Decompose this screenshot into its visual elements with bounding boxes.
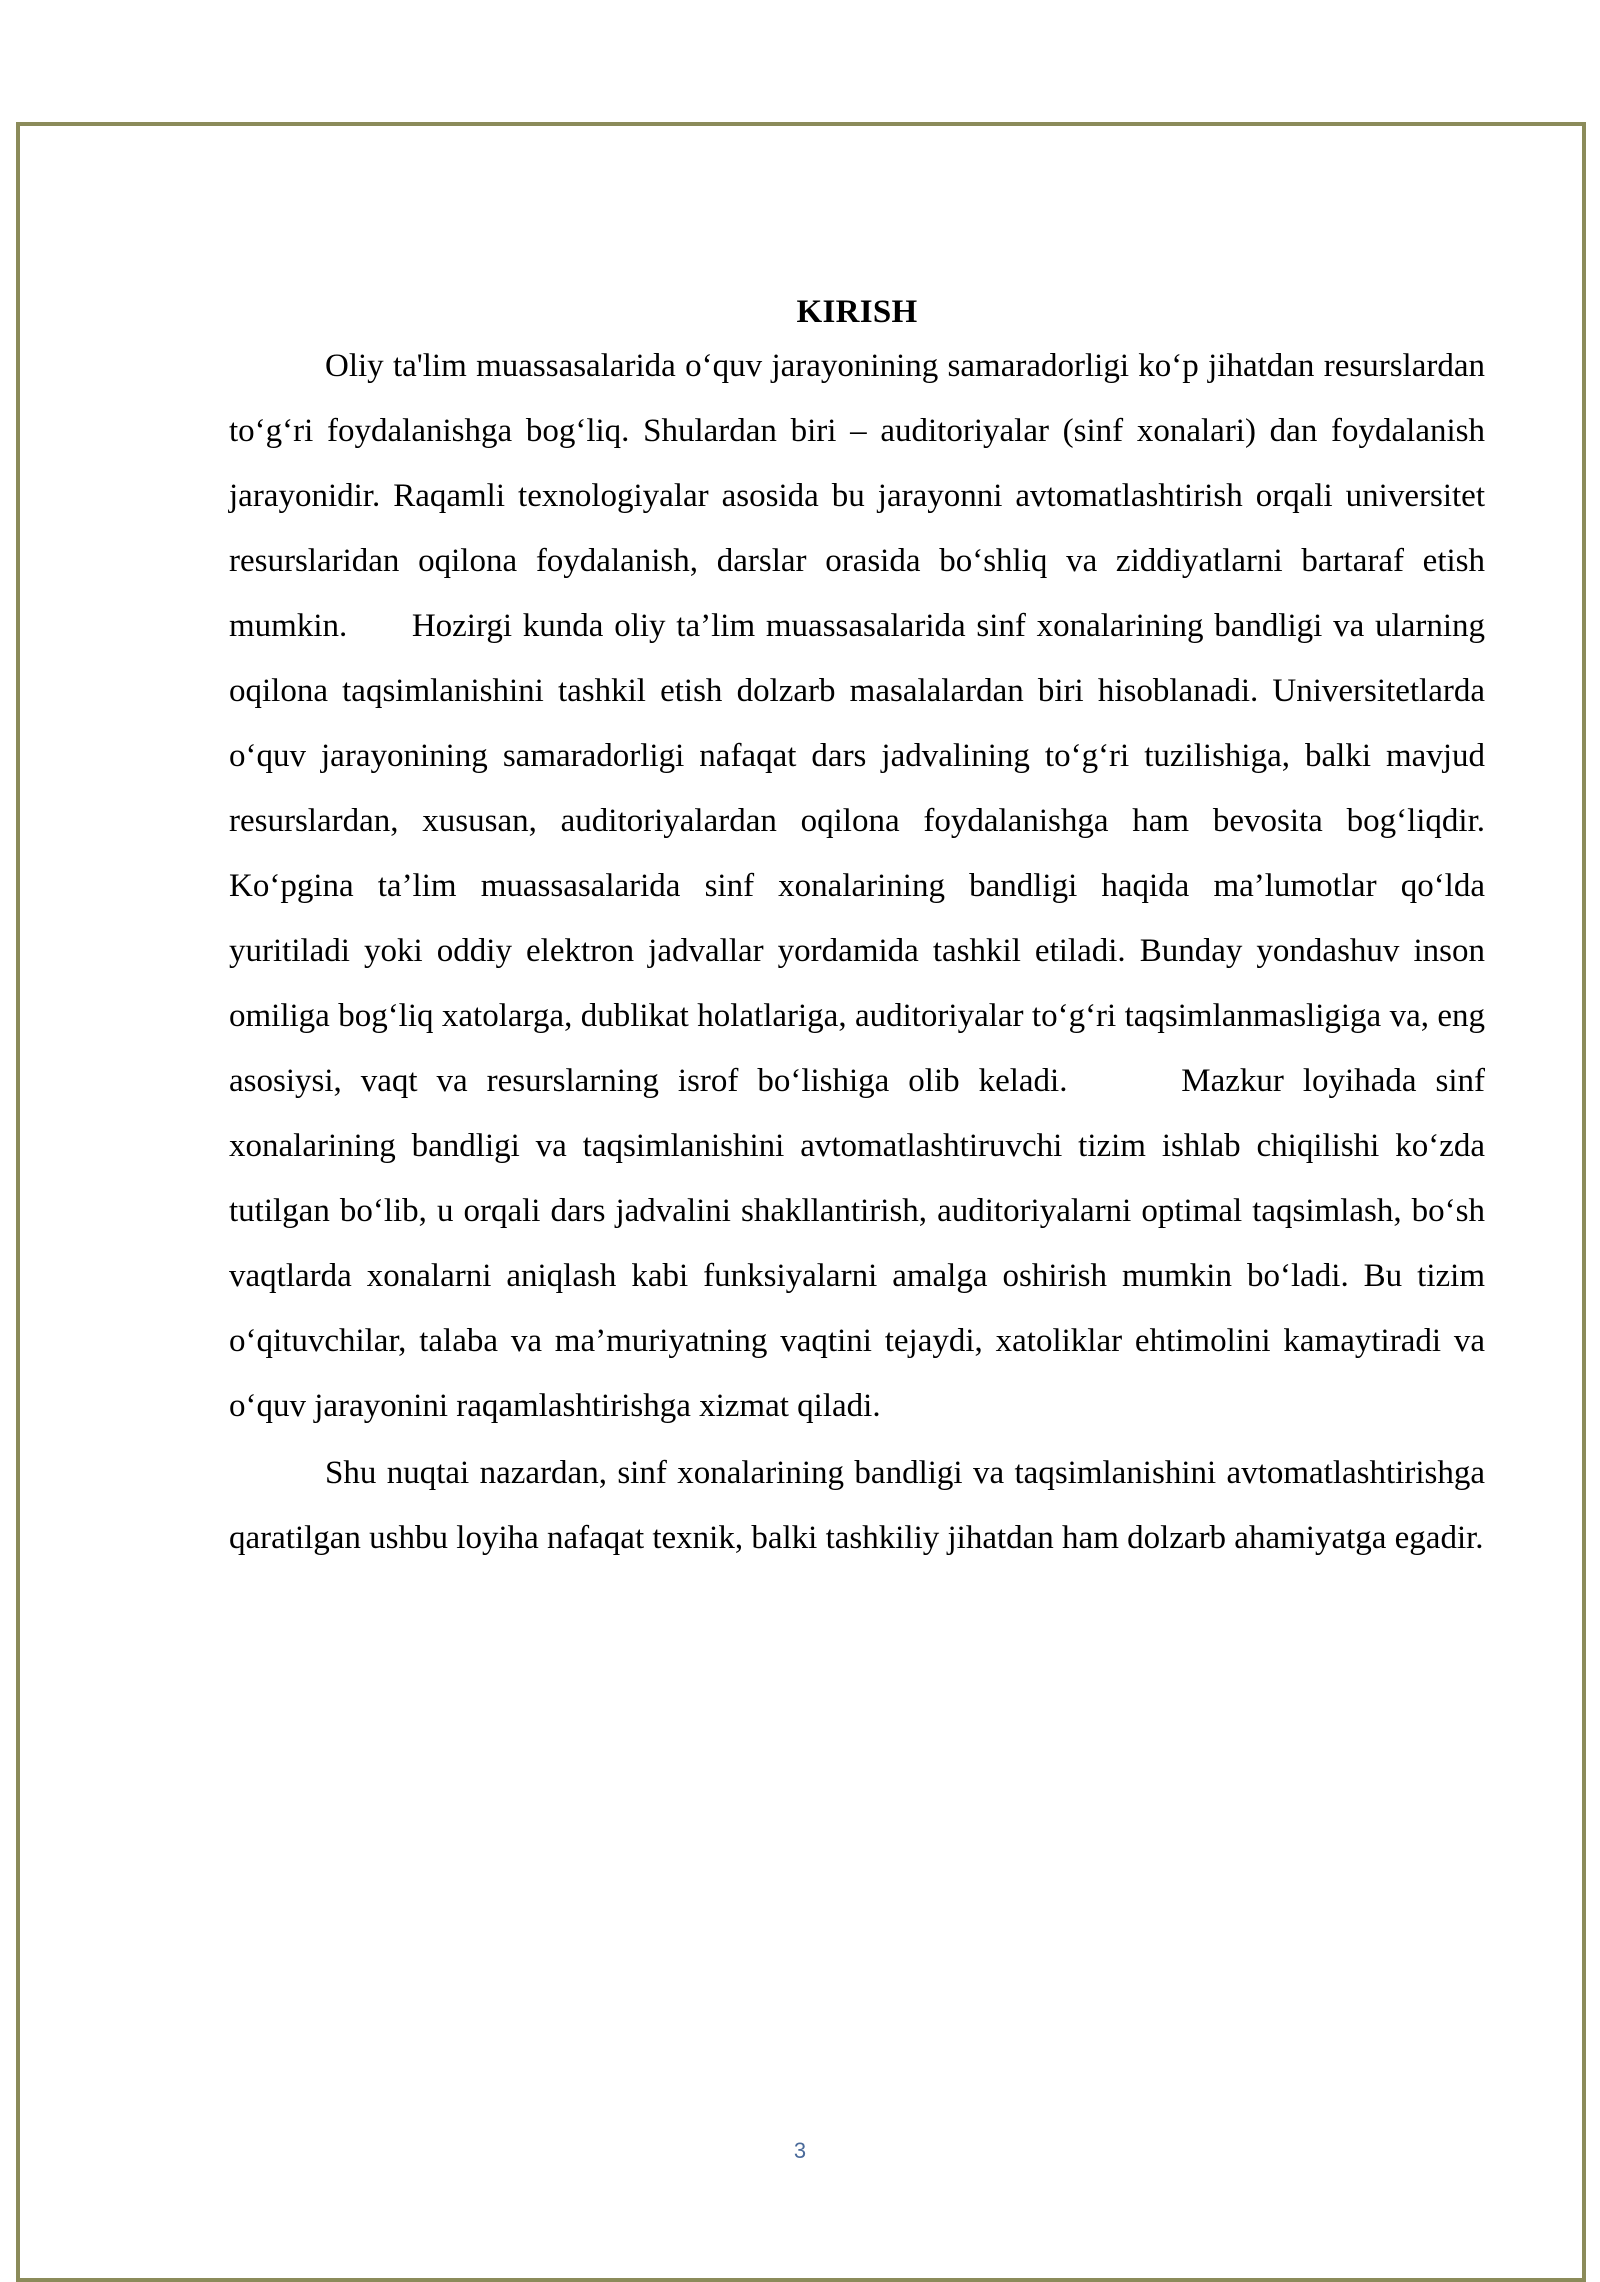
paragraph-2: Shu nuqtai nazardan, sinf xonalarining bandligi va taqsimlanishini avtomatlashtirishga qaratilgan ushbu loyiha nafaqat texnik, balki tashkiliy jihatdan ham dolzarb ahamiyatga egadir. <box>229 1455 1485 1556</box>
paragraph-1: Oliy ta'lim muassasalarida o‘quv jarayonining samaradorligi ko‘p jihatdan resurslardan to‘g‘ri foydalanishga bog‘liq. Shulardan biri – auditoriyalar (sinf xonalari) dan foydalanish jarayonidir. Raqamli texnologiyalar asosida bu jarayonni avtomatlashtirish orqali universitet resurslaridan oqilona foydalanish, darslar orasida bo‘shliq va ziddiyatlarni bartaraf etish mumkin. Hozirgi kunda oliy ta’lim muassasalarida sinf xonalarining bandligi va ularning oqilona taqsimlanishini tashkil etish dolzarb masalalardan biri hisoblanadi. Universitetlarda o‘quv jarayonining samaradorligi nafaqat dars jadvalining to‘g‘ri tuzilishiga, balki mavjud resurslardan, xususan, auditoriyalardan oqilona foydalanishga ham bevosita bog‘liqdir. Ko‘pgina ta’lim muassasalarida sinf xonalarining bandligi haqida ma’lumotlar qo‘lda yuritiladi yoki oddiy elektron jadvallar yordamida tashkil etiladi. Bunday yondashuv inson omiliga bog‘liq xatolarga, dublikat holatlariga, auditoriyalar to‘g‘ri taqsimlanmasligiga va, eng asosiysi, vaqt va resurslarning isrof bo‘lishiga olib keladi. Mazkur loyihada sinf xonalarining bandligi va taqsimlanishini avtomatlashtiruvchi tizim ishlab chiqilishi ko‘zda tutilgan bo‘lib, u orqali dars jadvalini shakllantirish, auditoriyalarni optimal taqsimlash, bo‘sh vaqtlarda xonalarni aniqlash kabi funksiyalarni amalga oshirish mumkin bo‘ladi. Bu tizim o‘qituvchilar, talaba va ma’muriyatning vaqtini tejaydi, xatoliklar ehtimolini kamaytiradi va o‘quv jarayonini raqamlashtirishga xizmat qiladi. <box>229 348 1494 1424</box>
document-body <box>229 292 1494 1571</box>
page-number: 3 <box>793 2138 807 2163</box>
section-heading: KIRISH <box>796 294 918 330</box>
